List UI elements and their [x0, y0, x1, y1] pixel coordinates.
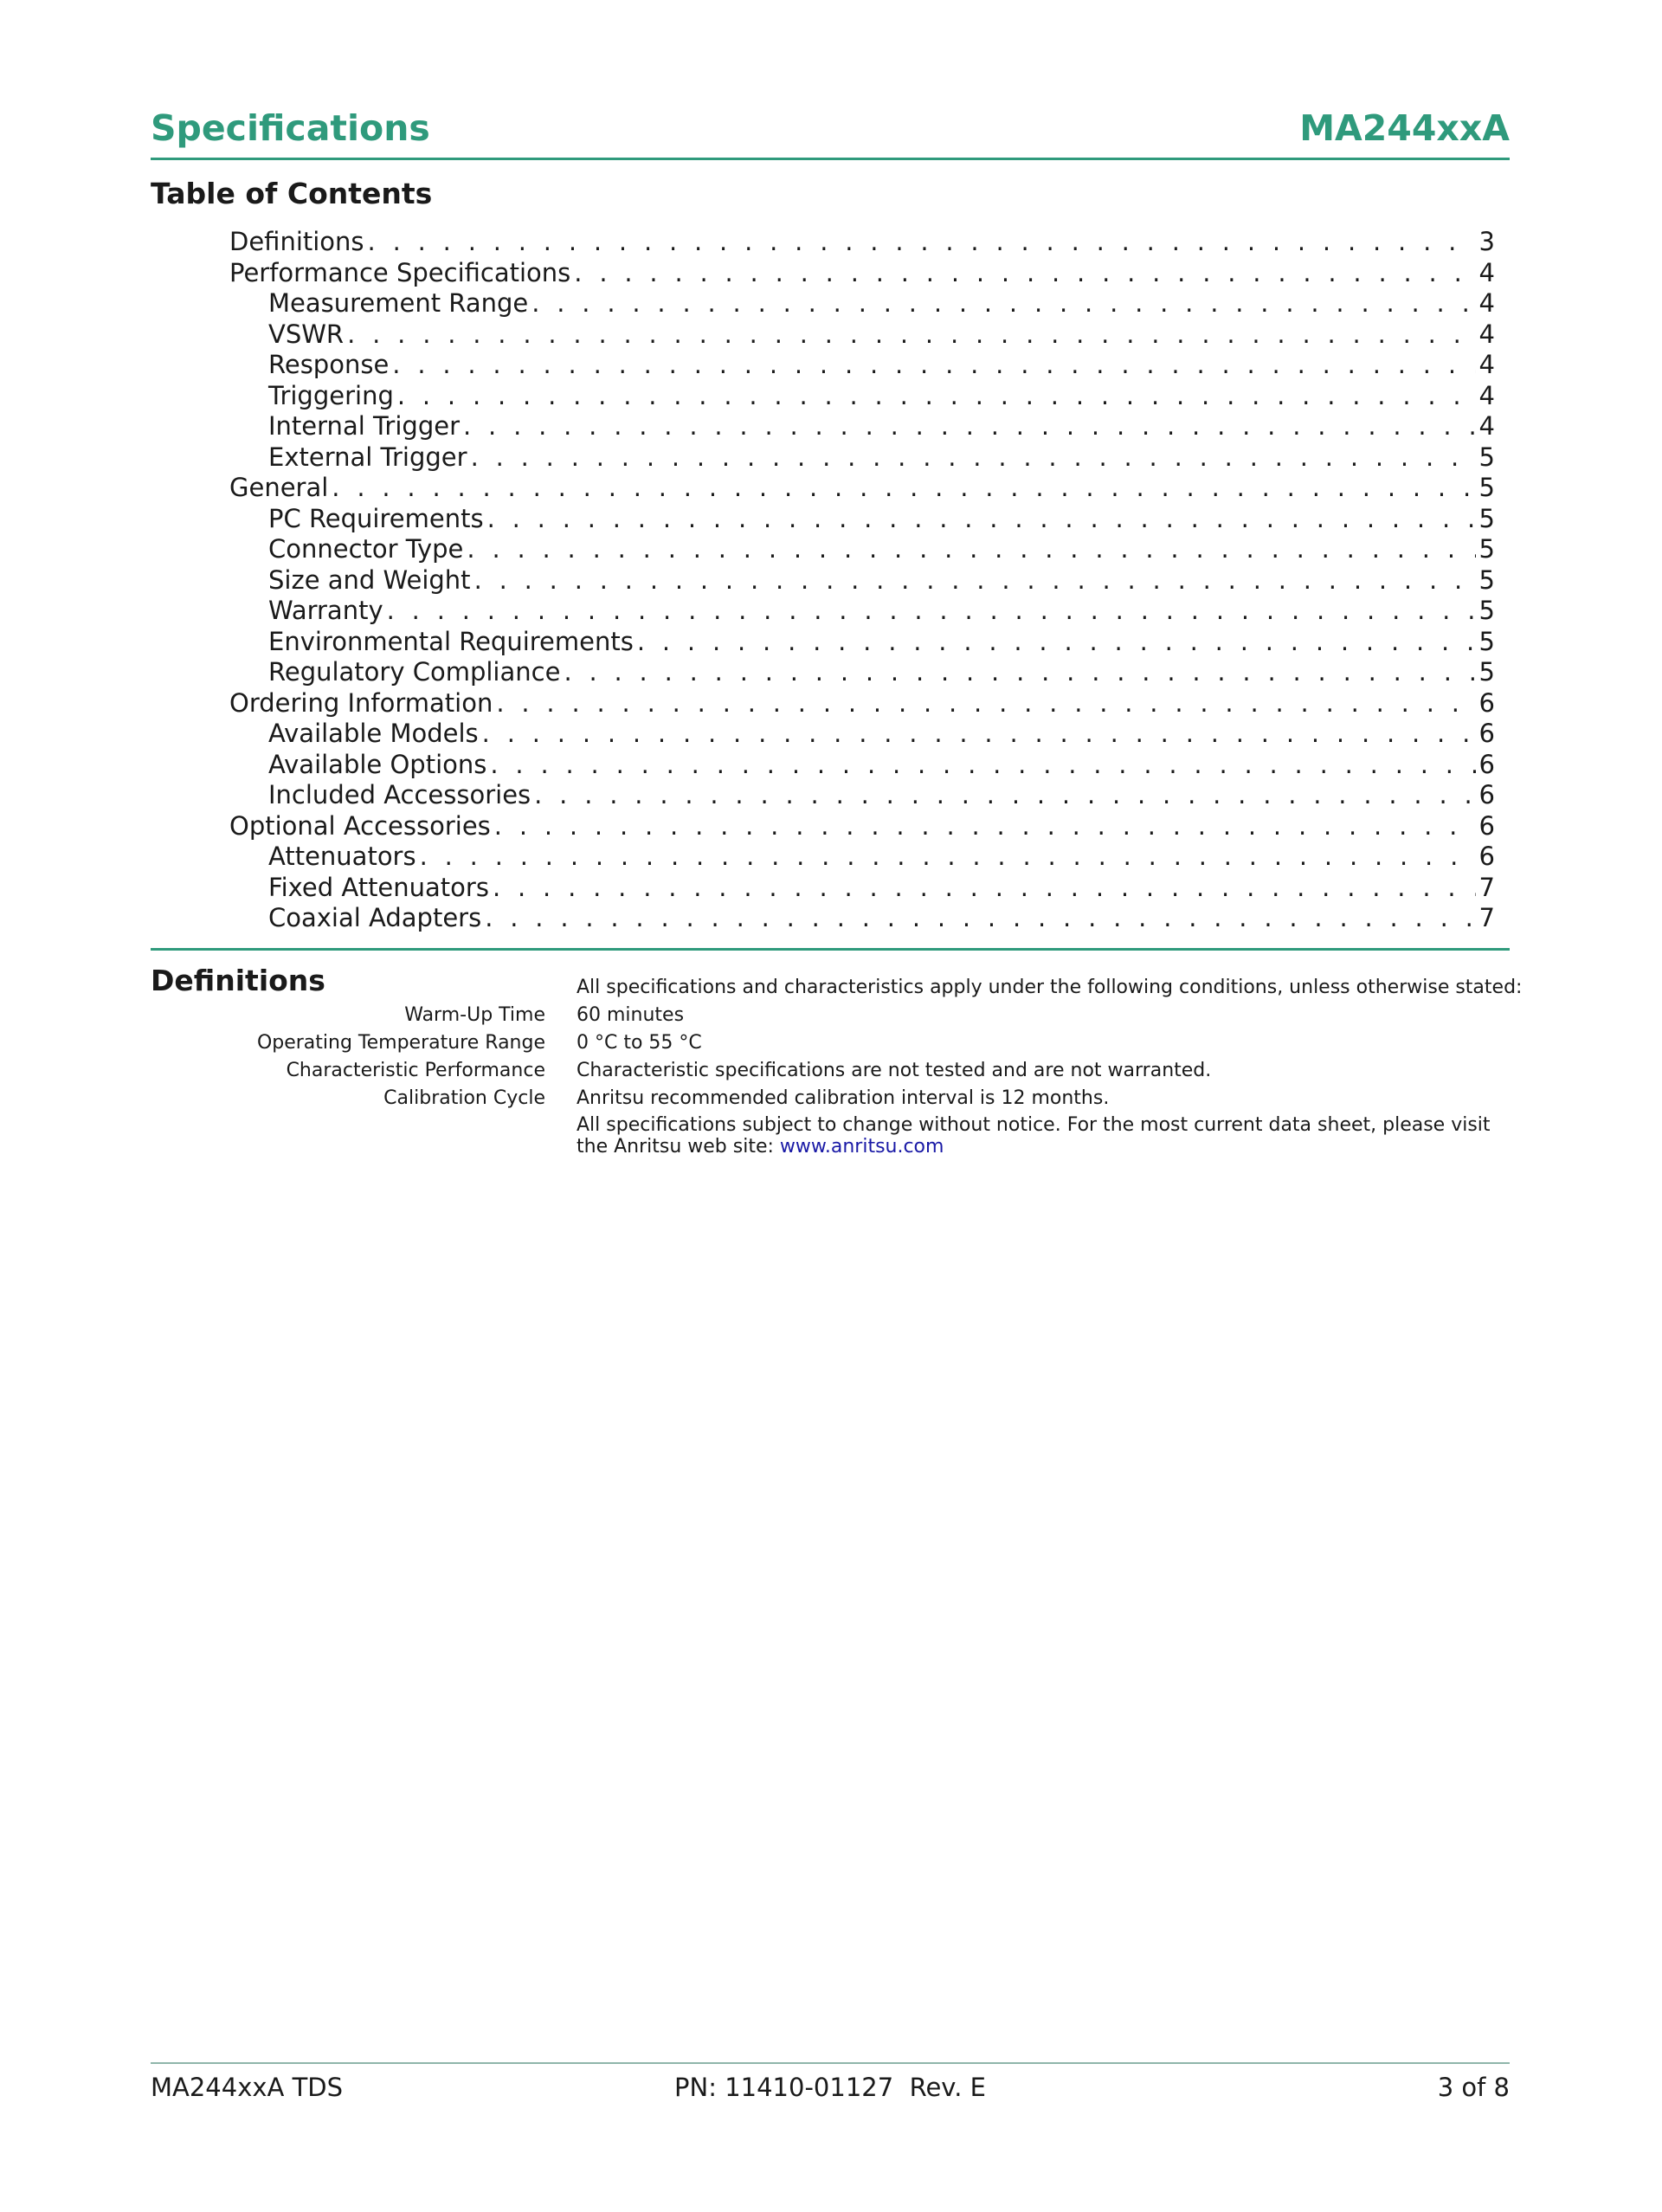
- toc-entry-page: 6: [1478, 749, 1495, 779]
- toc-entry-label: Warranty: [268, 596, 383, 625]
- toc-entry-label: Environmental Requirements: [268, 626, 634, 656]
- toc-entry-label: VSWR: [268, 319, 345, 349]
- definition-term: Characteristic Performance: [286, 1060, 545, 1081]
- toc-entry-label: Connector Type: [268, 534, 464, 564]
- toc-entry-page: 6: [1478, 780, 1495, 809]
- toc-entry[interactable]: [229, 227, 1495, 258]
- toc-dot-leader: [485, 903, 1475, 934]
- toc-dot-leader: [474, 565, 1476, 597]
- toc-entry-label: Performance Specifications: [229, 257, 571, 287]
- toc-entry-label: Regulatory Compliance: [268, 657, 561, 687]
- toc-dot-leader: [332, 473, 1475, 504]
- definitions-table: [151, 1002, 1510, 1112]
- toc-entry[interactable]: [229, 350, 1495, 381]
- toc-entry[interactable]: [229, 442, 1495, 474]
- toc-dot-leader: [471, 442, 1476, 474]
- toc-entry[interactable]: [229, 411, 1495, 442]
- toc-entry-page: 5: [1478, 626, 1495, 656]
- toc-entry-page: 4: [1478, 411, 1495, 441]
- toc-entry-label: Coaxial Adapters: [268, 903, 482, 932]
- definition-row: [151, 1057, 1510, 1085]
- toc-entry-page: 3: [1478, 227, 1495, 256]
- toc-entry-label: Ordering Information: [229, 687, 493, 718]
- toc-entry-page: 5: [1478, 442, 1495, 472]
- toc-entry[interactable]: [229, 842, 1495, 873]
- toc-entry[interactable]: [229, 534, 1495, 565]
- toc-entry-label: External Trigger: [268, 442, 467, 472]
- toc-dot-leader: [482, 719, 1476, 750]
- toc-entry[interactable]: [229, 565, 1495, 597]
- toc-dot-leader: [494, 811, 1476, 842]
- toc-dot-leader: [387, 596, 1476, 627]
- toc-entry-page: 5: [1478, 473, 1495, 502]
- definition-value: Characteristic specifications are not tested and are not warranted.: [577, 1060, 1212, 1081]
- definition-value: 0 °C to 55 °C: [577, 1032, 702, 1054]
- toc-dot-leader: [564, 657, 1475, 688]
- toc-dot-leader: [490, 750, 1475, 781]
- definitions-intro: All specifications and characteristics apply under the following conditions, unless otherwise stated:: [577, 977, 1523, 998]
- toc-dot-leader: [531, 288, 1475, 319]
- definition-term: Calibration Cycle: [383, 1087, 545, 1109]
- toc-entry-label: Response: [268, 350, 390, 379]
- toc-entry-label: Definitions: [229, 227, 364, 256]
- toc-entry[interactable]: [229, 319, 1495, 351]
- definition-value: 60 minutes: [577, 1004, 685, 1026]
- toc-entry-label: Internal Trigger: [268, 411, 460, 441]
- toc-entry-page: 4: [1478, 288, 1495, 318]
- definition-row: [151, 1002, 1510, 1029]
- toc-entry[interactable]: [229, 811, 1495, 842]
- toc-entry-label: Optional Accessories: [229, 810, 491, 841]
- table-of-contents: [229, 227, 1495, 934]
- toc-dot-leader: [493, 873, 1476, 904]
- toc-dot-leader: [496, 688, 1475, 719]
- toc-entry-label: Attenuators: [268, 842, 416, 871]
- toc-entry-label: Included Accessories: [268, 780, 531, 809]
- toc-entry-page: 5: [1478, 564, 1495, 595]
- toc-entry-page: 4: [1478, 380, 1495, 410]
- toc-entry[interactable]: [229, 719, 1495, 750]
- page-title: Specifications: [151, 107, 430, 149]
- toc-entry-page: 6: [1478, 719, 1495, 748]
- model-name: MA244xxA: [1299, 107, 1510, 149]
- toc-entry-label: Fixed Attenuators: [268, 872, 489, 902]
- footer-part-number: PN: 11410-01127 Rev. E: [674, 2073, 986, 2102]
- definition-row: [151, 1085, 1510, 1112]
- toc-entry[interactable]: [229, 596, 1495, 627]
- definition-row: [151, 1029, 1510, 1057]
- toc-entry[interactable]: [229, 750, 1495, 781]
- toc-dot-leader: [637, 627, 1476, 658]
- toc-entry-page: 7: [1478, 903, 1495, 932]
- toc-dot-leader: [347, 319, 1475, 351]
- toc-entry-page: 5: [1478, 534, 1495, 564]
- toc-entry-page: 4: [1478, 257, 1495, 287]
- toc-dot-leader: [467, 534, 1475, 565]
- toc-entry-page: 5: [1478, 596, 1495, 625]
- toc-dot-leader: [392, 350, 1475, 381]
- toc-entry-label: Size and Weight: [268, 564, 471, 595]
- footer-page-number: 3 of 8: [1437, 2073, 1510, 2102]
- toc-dot-leader: [487, 504, 1476, 535]
- toc-entry-page: 6: [1478, 810, 1495, 841]
- toc-entry[interactable]: [229, 627, 1495, 658]
- toc-dot-leader: [397, 381, 1476, 412]
- toc-dot-leader: [420, 842, 1476, 873]
- toc-entry[interactable]: [229, 903, 1495, 934]
- toc-entry-label: Measurement Range: [268, 288, 529, 318]
- footer-document-name: MA244xxA TDS: [151, 2073, 344, 2102]
- toc-entry-label: Triggering: [268, 380, 394, 410]
- toc-heading: Table of Contents: [151, 177, 433, 210]
- definitions-heading: Definitions: [151, 964, 325, 997]
- toc-entry-page: 6: [1478, 842, 1495, 871]
- toc-entry[interactable]: [229, 657, 1495, 688]
- definition-term: Operating Temperature Range: [256, 1032, 545, 1054]
- toc-entry-page: 5: [1478, 503, 1495, 533]
- toc-dot-leader: [463, 411, 1476, 442]
- toc-entry-page: 6: [1478, 687, 1495, 718]
- toc-entry-page: 5: [1478, 657, 1495, 687]
- page-header: [151, 104, 1510, 160]
- toc-entry[interactable]: [229, 258, 1495, 289]
- toc-dot-leader: [574, 258, 1475, 289]
- definition-value: Anritsu recommended calibration interval is 12 months.: [577, 1087, 1110, 1109]
- toc-entry-label: General: [229, 473, 329, 502]
- footer-divider: [151, 2062, 1510, 2064]
- toc-entry-page: 4: [1478, 350, 1495, 379]
- toc-entry-label: Available Options: [268, 749, 487, 779]
- toc-entry[interactable]: [229, 473, 1495, 504]
- toc-entry-label: PC Requirements: [268, 503, 484, 533]
- toc-entry-page: 4: [1478, 319, 1495, 349]
- section-divider: [151, 948, 1510, 951]
- toc-entry[interactable]: [229, 873, 1495, 904]
- toc-entry[interactable]: [229, 780, 1495, 811]
- definition-term: Warm-Up Time: [404, 1004, 545, 1026]
- anritsu-website-link[interactable]: www.anritsu.com: [779, 1136, 944, 1158]
- definitions-note-text: All specifications subject to change without notice. For the most current data sheet, please visit the Anritsu web site:: [577, 1114, 1491, 1158]
- toc-entry[interactable]: [229, 288, 1495, 319]
- toc-entry[interactable]: [229, 504, 1495, 535]
- toc-entry[interactable]: [229, 381, 1495, 412]
- toc-dot-leader: [534, 780, 1475, 811]
- toc-entry-page: 7: [1478, 872, 1495, 902]
- page-footer: [151, 2067, 1510, 2107]
- toc-entry-label: Available Models: [268, 719, 479, 748]
- toc-entry[interactable]: [229, 688, 1495, 719]
- toc-dot-leader: [368, 227, 1476, 258]
- definitions-note: [577, 1114, 1511, 1158]
